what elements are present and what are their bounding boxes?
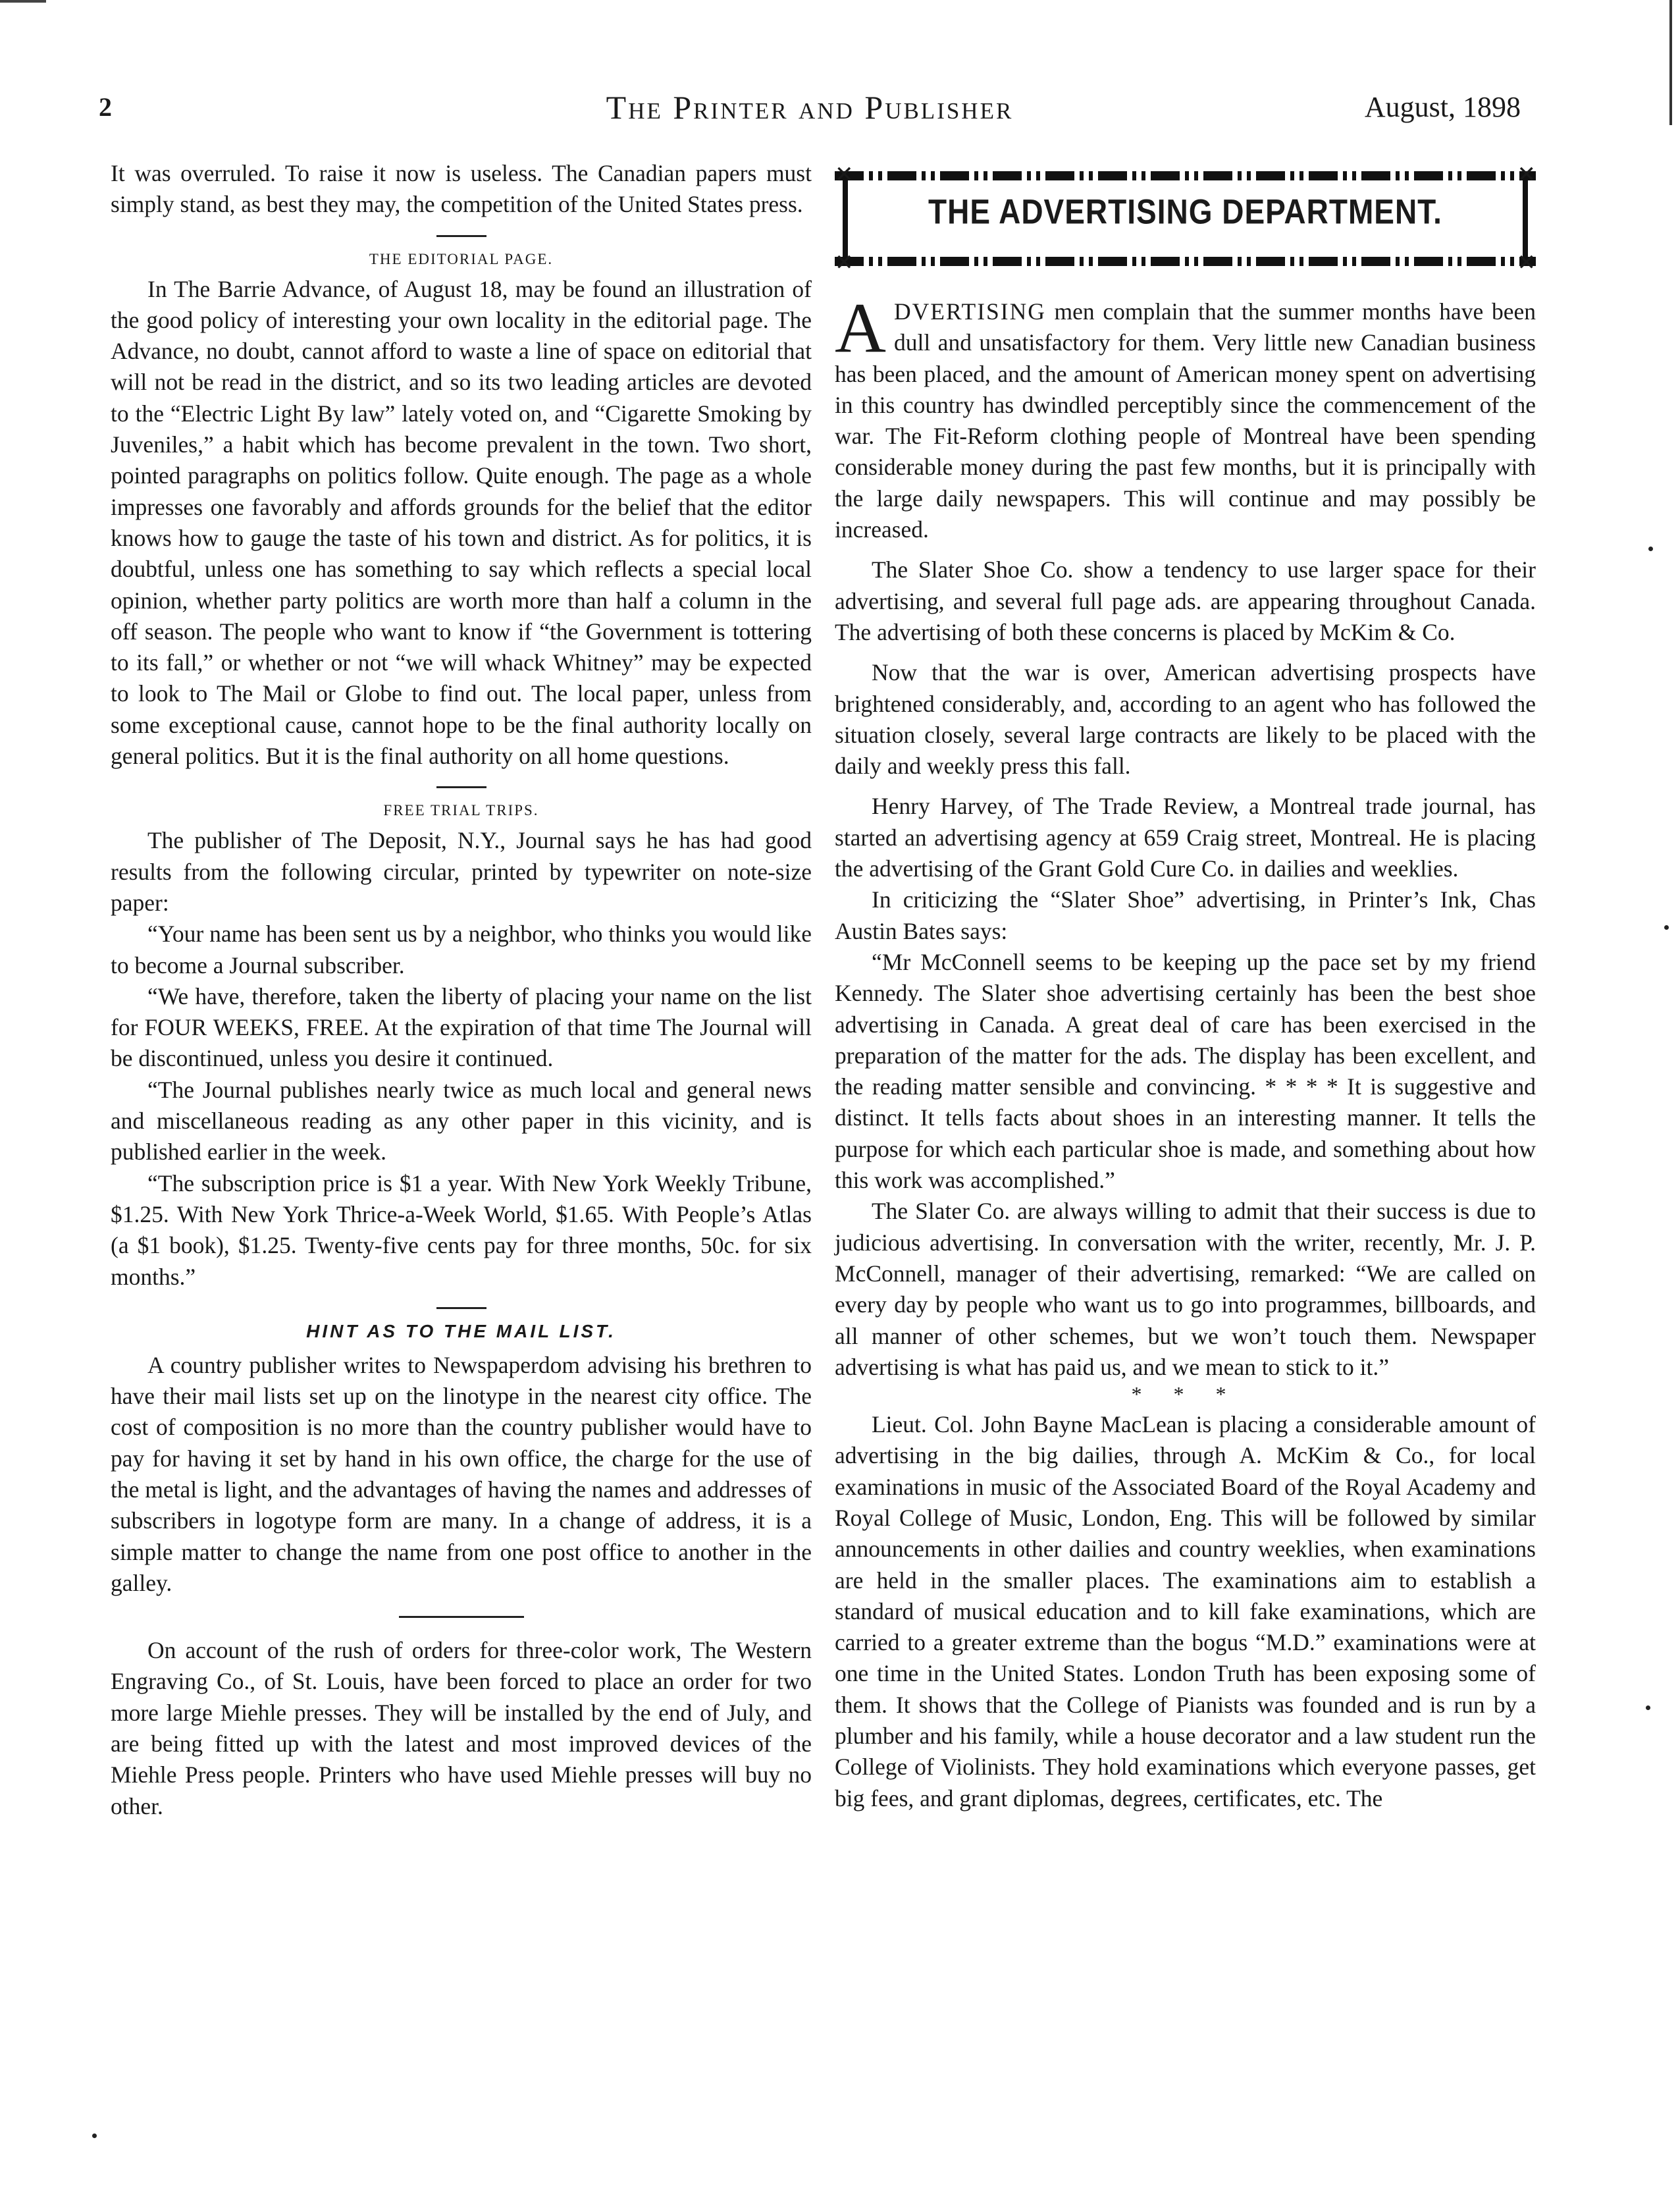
right-column [835,158,1536,1814]
edge-mark [1669,0,1672,125]
left-column [111,158,812,1822]
free-trial-paragraph: The publisher of The Deposit, N.Y., Journal says he has had good results from the following circular, printed by typewriter on note-size paper: [111,827,812,916]
article-paragraph: Henry Harvey, of The Trade Review, a Montreal trade journal, has started an advertising agency at 659 Craig street, Montreal. He is placing the advertising of the Grant Gold Cure Co. in dailies and weeklies. [835,793,1536,882]
article-paragraph: Now that the war is over, American advertising prospects have brightened considerably, and, according to an agent who has followed the situation closely, several large contracts are likely to be placed with the daily and weekly press this fall. [835,659,1536,780]
ornament-corner-icon: ✕ [835,250,854,276]
mail-list-body: A country publisher writes to Newspaperdom advising his brethren to have their mail lists set up on the linotype in the nearest city office. The cost of composition is no more than the country publisher would have to pay for having it set by hand in his own office, the charge for the use of the metal is light, and the advantages of having the names and addresses of subscribers in logotype form are many. In a change of address, it is a simple matter to change the name from one post office to another in the galley. [111,1351,812,1596]
page-number: 2 [99,92,112,122]
article-paragraph: Lieut. Col. John Bayne MacLean is placing a considerable amount of advertising in the big dailies, through A. McKim & Co., for local examinations in music of the Associated Board of the Royal Academy and Royal College of Music, London, Eng. This will be followed by similar announcements in other dailies and country weeklies, when examinations are held in the smaller places. The examinations aim to establish a standard of musical education and to kill fake examinations, which are carried to a greater extreme than the bogus “M.D.” examinations were at one time in the United States. London Truth has been exposing some of them. It shows that the College of Pianists was founded and is run by a plumber and his family, while a house decorator and a law student run the College of Violinists. They hold examinations which everyone passes, get big fees, and grant diplomas, degrees, certificates, etc. The [835,1411,1536,1811]
scan-speck [92,2133,97,2138]
article-paragraph: The Slater Shoe Co. show a tendency to use larger space for their advertising, and several full page ads. are appearing throughout Canada. The advertising of both these concerns is placed by McKim & Co. [835,556,1536,645]
section-stars: * * * [1131,1382,1240,1407]
corner-mark [0,0,46,3]
circular-paragraph: “We have, therefore, taken the liberty of placing your name on the list for FOUR WEEKS, FREE. At the expiration of that time The Journal will be discontinued, unless you desire it continued. [111,982,812,1072]
quoted-paragraph: “Mr McConnell seems to be keeping up the pace set by my friend Kennedy. The Slater shoe advertising certainly has been the best shoe advertising in Canada. A great deal of care has been exercised in the preparation of the matter for the ads. The display has been excellent, and the reading matter sensible and convincing. * * * * It is suggestive and distinct. It tells facts about shoes in an interesting manner. It tells the purpose for which each particular shoe is made, and something about how this work was accomplished.” [835,948,1536,1194]
closing-paragraph: On account of the rush of orders for three-color work, The Western Engraving Co., of St. Louis, have been forced to place an order for two more large Miehle presses. They will be installed by the end of July, and are being fitted up with the latest and most improved devices of the Miehle Press people. Printers who have used Miehle presses will buy no other. [111,1637,812,1819]
section-rule [436,786,486,788]
ornament-corner-icon: ✕ [1517,161,1536,188]
publication-title: The Printer and Publisher [606,89,1014,126]
ornament-corner-icon: ✕ [1517,250,1536,276]
scan-speck [1648,547,1653,551]
intro-paragraph: It was overruled. To raise it now is useless. The Canadian papers must simply stand, as best they may, the competition of the United States press. [111,160,812,218]
lead-caps: DVERTISING [894,298,1046,325]
ornamental-border [835,171,1536,180]
department-title: THE ADVERTISING DEPARTMENT. [928,192,1442,231]
ornamental-border [835,257,1536,266]
editorial-page-body: In The Barrie Advance, of August 18, may be found an illustration of the good policy of interesting your own locality in the editorial page. The Advance, no doubt, cannot afford to waste a line of space on editorial that will not be read in the district, and so its two leading articles are devoted to the “Electric Light By law” lately voted on, and “Cigarette Smoking by Juveniles,” a habit which has become prevalent in the town. Two short, pointed paragraphs on politics follow. Quite enough. The page as a whole impresses one favorably and affords grounds for the belief that the editor knows how to gauge the taste of his town and district. As for politics, it is doubtful, unless one has something to say which reflects a special local opinion, whether party politics are worth more than half a column in the off season. The people who want to know if “the Government is tottering to its fall,” or whether or not “we will whack Whitney” may be expected to look to The Mail or Globe to find out. The local paper, unless from some exceptional cause, cannot hope to be the final authority locally on general politics. But it is the final authority on all home questions. [111,275,812,770]
free-trial-heading: FREE TRIAL TRIPS. [383,802,539,819]
drop-cap: A [835,289,886,367]
scan-speck [1664,925,1669,930]
section-rule [399,1616,524,1618]
issue-date: August, 1898 [1364,91,1521,123]
article-paragraph: In criticizing the “Slater Shoe” advertising, in Printer’s Ink, Chas Austin Bates says: [835,886,1536,944]
lead-text: men complain that the summer months have been dull and unsatisfactory for them. Very little new Canadian business has been placed, and the amount of American money spent on advertising in this country has dwindled perceptibly since the commencement of the war. The Fit-Reform clothing people of Montreal have been spending considerable money during the past few months, but it is principally with the large daily newspapers. This will continue and may possibly be increased. [835,298,1536,543]
circular-paragraph: “The Journal publishes nearly twice as much local and general news and miscellaneous reading as any other paper in this vicinity, and is published earlier in the week. [111,1076,812,1166]
section-rule [436,1307,486,1309]
editorial-page-heading: THE EDITORIAL PAGE. [369,250,554,267]
lead-paragraph [835,289,1536,545]
mail-list-heading: HINT AS TO THE MAIL LIST. [306,1320,616,1341]
circular-paragraph: “Your name has been sent us by a neighbor, who thinks you would like to become a Journal subscriber. [111,921,812,979]
running-header [99,84,1521,130]
circular-paragraph: “The subscription price is $1 a year. With New York Weekly Tribune, $1.25. With New York Thrice-a-Week World, $1.65. With People’s Atlas (a $1 book), $1.25. Twenty-five cents pay for three months, 50c. for six months.” [111,1169,812,1290]
ornament-corner-icon: ✕ [835,161,854,188]
section-rule [436,235,486,237]
scan-speck [1646,1705,1650,1710]
department-banner [835,158,1536,274]
article-paragraph: The Slater Co. are always willing to admit that their success is due to judicious advertising. In conversation with the writer, recently, Mr. J. P. McConnell, manager of their advertising, remarked: “We are called on every day by people who want us to go into programmes, billboards, and all manner of other schemes, but we won’t touch them. Newspaper advertising is what has paid us, and we mean to stick to it.” [835,1198,1536,1380]
